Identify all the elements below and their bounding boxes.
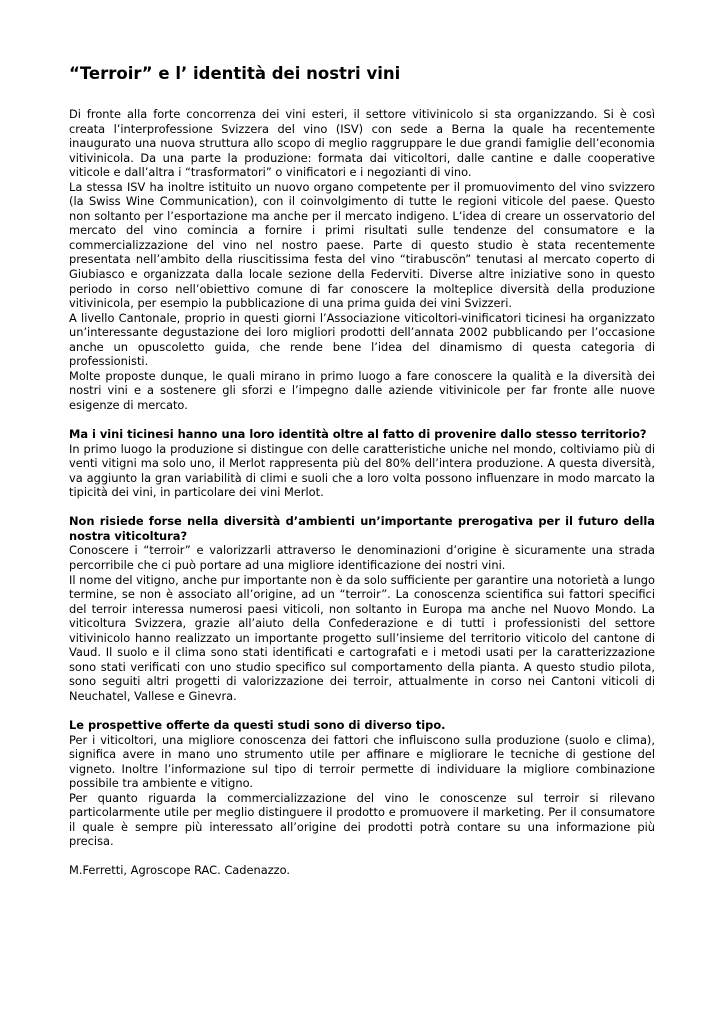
- section-heading-diversity: Non risiede forse nella diversità d’ambienti un’importante prerogativa per il futuro della nostra viticoltura?: [69, 514, 655, 543]
- intro-paragraph-2: La stessa ISV ha inoltre istituito un nuovo organo competente per il promuovimento del vino svizzero (la Swiss Wine Communication), con il coinvolgimento di tutte le regioni viticole del paese. Questo non soltanto per l’esportazione ma anche per il mercato indigeno. L’idea di creare un osservatorio del mercato del vino comincia a fornire i primi risultati sulle tendenze del consumatore e la commercializzazione del vino nel nostro paese. Parte di questo studio è stata recentemente presentata nell’ambito della riuscitissima festa del vino “tirabuscön” tenutasi al mercato coperto di Giubiasco e organizzata dalla locale sezione della Federviti. Diverse altre iniziative sono in questo periodo in corso nell’obiettivo comune di far conoscere la molteplice diversità della produzione vitivinicola, per esempio la pubblicazione di una prima guida dei vini Svizzeri.: [69, 179, 655, 311]
- document-page: [69, 62, 655, 878]
- section-identity: [69, 427, 655, 500]
- section-diversity-paragraph-1: Conoscere i “terroir” e valorizzarli attraverso le denominazioni d’origine è sicuramente una strada percorribile che ci può portare ad una migliore identificazione dei nostri vini.: [69, 543, 655, 572]
- spacer: [69, 412, 655, 427]
- author-signature: M.Ferretti, Agroscope RAC. Cadenazzo.: [69, 863, 291, 878]
- spacer: [69, 849, 655, 864]
- intro-paragraph-3: A livello Cantonale, proprio in questi giorni l’Associazione viticoltori-vinificatori ticinesi ha organizzato un’interessante degustazione dei loro migliori prodotti dell’annata 2002 pubblicando per l’occasione anche un opuscoletto guida, che rende bene l’idea del dinamismo di questa categoria di professionisti.: [69, 310, 655, 369]
- section-heading-identity: Ma i vini ticinesi hanno una loro identità oltre al fatto di provenire dallo stesso territorio?: [69, 427, 647, 442]
- section-heading-prospects: Le prospettive offerte da questi studi sono di diverso tipo.: [69, 717, 446, 732]
- section-diversity-paragraph-2: Il nome del vitigno, anche pur importante non è da solo sufficiente per garantire una notorietà a lungo termine, se non è associato all’origine, ad un “terroir”. La conoscenza scientifica sui fattori specifici del terroir interessa numerosi paesi viticoli, non soltanto in Europa ma anche nel Nuovo Mondo. La viticoltura Svizzera, grazie all’aiuto della Confederazione e di tutti i professionisti del settore vitivinicolo hanno realizzato un importante progetto sull’insieme del territorio viticolo del cantone di Vaud. Il suolo e il clima sono stati identificati e cartografati e i metodi usati per la caratterizzazione sono stati verificati con uno studio specifico sul comportamento della pianta. A questo studio pilota, sono seguiti altri progetti di valorizzazione dei terroir, attualmente in corso nei Cantoni viticoli di Neuchatel, Vallese e Ginevra.: [69, 572, 655, 703]
- section-prospects-paragraph-1: Per i viticoltori, una migliore conoscenza dei fattori che influiscono sulla produzione (suolo e clima), significa avere in mano uno strumento utile per affinare e migliorare le tecniche di gestione del vigneto. Inoltre l’informazione sul tipo di terroir permette di individuare la migliore combinazione possibile tra ambiente e vitigno.: [69, 732, 655, 791]
- intro-paragraph-4: Molte proposte dunque, le quali mirano in primo luogo a fare conoscere la qualità e la diversità dei nostri vini e a sostenere gli sforzi e l’impegno dalle aziende vitivinicole per far fronte alle nuove esigenze di mercato.: [69, 368, 655, 412]
- spacer: [69, 500, 655, 515]
- intro-section: [69, 107, 655, 412]
- spacer: [69, 703, 655, 718]
- section-identity-paragraph-1: In primo luogo la produzione si distingue con delle caratteristiche uniche nel mondo, coltiviamo più di venti vitigni ma solo uno, il Merlot rappresenta più del 80% dell’intera produzione. A questa diversità, va aggiunto la gran variabilità di climi e suoli che a loro volta possono influenzare in modo marcato la tipicità dei vini, in particolare dei vini Merlot.: [69, 441, 655, 500]
- section-diversity: [69, 514, 655, 703]
- section-prospects: [69, 718, 655, 849]
- section-prospects-paragraph-2: Per quanto riguarda la commercializzazione del vino le conoscenze sul terroir si rilevano particolarmente utile per meglio distinguere il prodotto e promuovere il marketing. Per il consumatore il quale è sempre più interessato all’origine dei prodotti potrà contare su una informazione più precisa.: [69, 790, 655, 849]
- intro-paragraph-1: Di fronte alla forte concorrenza dei vini esteri, il settore vitivinicolo si sta organizzando. Si è così creata l’interprofessione Svizzera del vino (ISV) con sede a Berna la quale ha recentemente inaugurato una nuova struttura allo scopo di meglio raggruppare le due grandi famiglie dell’economia vitivinicola. Da una parte la produzione: formata dai viticoltori, dalle cantine e dalle cooperative viticole e dall’altra i “trasformatori” o vinificatori e i negozianti di vino.: [69, 107, 655, 180]
- page-title: “Terroir” e l’ identità dei nostri vini: [69, 64, 401, 83]
